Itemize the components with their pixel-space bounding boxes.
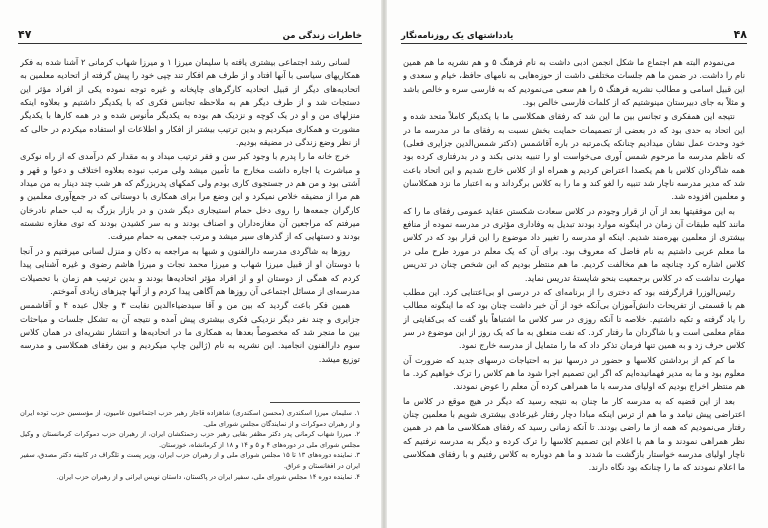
- right-paragraph: رئیس‌الوزرا قرارگرفته بود که دختری را از برنامه‌ای که در درسی او بی‌اعتنایی کرد. این مطلب هم با قسمتی از تفریحات دانش‌آموزان بی‌آنکه خود از آن خبر داشت چنان بود که ما اینگونه مطالب را یاد گرفته و تکیه داشتیم. خلاصه تا آنکه روزی در سر کلاس ما اشتباهاً باو گفت که بی‌کفایتی از مقام معلمی است و با شاگردان ما رفتار کرد. که نفت منعلق به ما که یک روز از این موضوع در سر کلاس حرف زد و به همین تنها فرمان تذکر داد که ما را متمایل از مدرسه خارج نمود.: [403, 286, 745, 351]
- left-paragraph: روزها به شاگردی مدرسه دارالفنون و شبها به مراجعه به دکان و منزل لسانی میرفتیم و در آنجا با دوستان او از قبیل میرزا شهاب و میرزا محمد نجات و میرزا هاشم رضوی و غیره آشنایی پیدا کردم که همگی از دوستان او و از افراد مؤثر اتحادیه‌ها بودند و بدین ترتیب هم زمان با تحصیلات مدرسه‌ای از مسائل اجتماعی آن روزها هم آگاهی پیدا کردم و از آنها چیزهای زیادی آموختم.: [20, 245, 360, 296]
- footnote-separator: [270, 402, 360, 403]
- footnote: ۳. نماینده دوره‌های ۱۳ تا ۱۵ مجلس شورای ملی و از رهبران حزب ایران، وزیر پست و تلگراف در کابینه دکتر مصدق، سفیر ایران در افغانستان و عراق.: [20, 451, 360, 470]
- right-paragraph: به این موفقیتها بعد از آن از قرار وجودم در کلاس سعادت شکستن عقاید عمومی رفقای ما را که مانند کلیه طبقات آن زمان در اینگونه موارد بودند تبدیل به وفاداری مؤثری در مدرسه نموده از منافع بیشتری از معلمین بهره‌مند شدیم. اینکه او مدرسه را تغییر داد موضوع را این قرار بود که در کلاس ما معلم عربی داشتیم به نام فاضل که معروف بود. برای آن که یک معلم در مورد طرح ملی در کلاس اشاره کرد چنانچه ما هم مخالفت کردیم. ما هم منتظر بودیم که ابن شخص چنان در تدریس مهارت نداشت که در کلاس برجمعیت بنحو شایستهٔ تدریس نماید.: [403, 205, 745, 283]
- right-page-header: [401, 26, 747, 44]
- left-paragraph: لسانی رشد اجتماعی بیشتری یافته با سلیمان میرزا ۱ و میرزا شهاب کرمانی ۲ آشنا شده به فکر همکاریهای سیاسی با آنها افتاد و از طرف هم افکار تند چپی خود را پیش گرفته از اتحادیه معلمین به اتحادیه‌های دیگر از قبیل اتحادیه کارگرهای چاپخانه و غیره توجه نموده یکی از افراد مؤثر این دستجات شد و از طرف دیگر هم به ملاحظه تجانس فکری که با یکدیگر داشتیم و بعلاوه اینکه منزلهای من و او در یک کوچه و نزدیک هم بوده به یکدیگر مأنوس شده و در همه کارها با یکدیگر مشورت و همکاری میکردیم و بدین ترتیب بیشتر از افکار و اطلاعات او استفاده میکردم در حالی که از نظر وضع زندگی در مضیقه بودیم.: [20, 57, 360, 148]
- left-paragraph: خرج خانه ما را پدرم با وجود کبر سن و فقر ترتیب میداد و به مقدار کم درآمدی که از راه نوکری و مباشرت یا اجاره داشت مخارج ما تأمین میشد ولی مرتب نبوده بعلاوه اختلاف و دعوا و قهر و آشتی بود و من هم در جستجوی کاری بودم ولی کمکهای پدربزرگم که هر شب چند دینار به من میداد هم مرا از مضیقه خلاص نمیکرد و این وضع مرا برای همکاری با دوستانی که در جمع‌آوری معلمین و کارگران جمعه‌ها را روی دخل حمام استیجاری دیگر شدن و در بازار بزرگ به لب حمام نادرخان میرفتم که مراجعین آن مغازه‌داران و اصناف بودند و به سر کشیدن بودند که توی مغازه نشسته بودند و دستهایی که از گذرهای سیر میشد و مرتب جمعی به حمام میرفت.: [20, 151, 360, 242]
- right-paragraph: ما کم کم از برداشتن کلاسها و حضور در درسها نیز به احتیاجات درسهای جدید که ضرورت آن معلوم بود و ما به مدیر فهمانیده‌ایم که اگر این تصمیم اجرا شود ما هم کلاس را ترک خواهیم کرد. ما هم منتظر اخراج بودیم که اولیای مدرسه با ما همراهی کرده آن معلم را عوض نمودند.: [403, 354, 745, 392]
- right-running-title: یادداشتهای یک روزنامه‌نگار: [401, 31, 514, 41]
- right-page-number: ۴۸: [733, 28, 747, 41]
- left-footnotes: [20, 408, 360, 516]
- left-body-text: [20, 56, 360, 392]
- footnote: ۴. نماینده دوره ۱۴ مجلس شورای ملی، سفیر ایران در پاکستان، داستان نویس ایرانی و از رهبران حزب ایران.: [56, 472, 360, 481]
- left-page-number: ۴۷: [18, 28, 32, 41]
- right-paragraph: می‌نمودم البته هم اجتماع ما شکل انجمن ادبی داشت به نام فرهنگ ۵ و هم نشریه ما هم همین نام را داشت. در ضمن ما هم جلسات مختلفی داشت از حوزه‌هایی به نامهای حافظ، خیام و سعدی و این قبیل اسامی و مطالب نشریه فرهنگ ۵ را هم سعی می‌نمودیم که به فارسی سره و خالص باشد و مثلاً به جای دبیرستان مینوشتیم که از کلمات فارسی خالص بود.: [403, 57, 745, 108]
- footnote: ۱. سلیمان میرزا اسکندری (محسن اسکندری) شاهزاده قاجار رهبر حزب اجتماعیون عامیون، از مؤسسین حزب توده ایران و از رهبران دموکرات و از نمایندگان مجلس شورای ملی.: [20, 409, 360, 428]
- left-running-title: خاطرات زندگی من: [282, 31, 362, 41]
- right-page: [387, 0, 768, 528]
- footnote: ۲. میرزا شهاب کرمانی پدر دکتر مظفر بقایی رهبر حزب زحمتکشان ایران، از رهبران حزب دموکرات کرمانستان و وکیل مجلس شورای ملی در دوره‌های ۴ و ۵ و ۱۴ و ۱۸ از کرمانشاه، خوزستان.: [20, 430, 360, 449]
- right-paragraph: بعد از این قضیه که به مدرسه کار ما چنان به نتیجه رسید که دیگر در هیچ موقع در کلاس ما اعتراضی پیش نیامد و ما هم از ترس اینکه مبادا دچار رفتار غیرعادی بیشتری شویم با معلمین چنان رفتار می‌نمودیم که همه از ما راضی بودند. تا آنکه زمانی رسید که رفقای همکلاسی ما هم در همین نظر همراهی نمودند و ما هم با اعلام این تصمیم کلاسها را ترک کرده و دیگر به مدرسه نرفتیم که ناچار اولیای مدرسه خواستار بازگشت ما شدند و ما هم دوباره به کلاس رفتیم و با رفقای همکلاسی ما اعلام نمودند که ما را چنانکه بود نگاه دارند.: [403, 395, 745, 473]
- left-paragraph: همین فکر باعث گردید که بین من و آقا سیدضیاءالدین نقابت ۳ و جلال عبده ۴ و آقاشمس جزایری و چند نفر دیگر نزدیکی فکری بیشتری پیش آمده و نتیجه آن به تشکل جلسات و مباحثات بین ما منجر شد که مخصوصاً بعدها به همکاری ما در اتحادیه‌ها و انتشار نشریه‌ای در همان کلاس سوم دارالفنون انجامید. این نشریه به نام (ژالین چاپ میکردیم و بین رفقای همکلاسی و مدرسه توزیع میشد.: [20, 300, 360, 364]
- right-body-text: [403, 56, 745, 508]
- right-paragraph: نتیجه این همفکری و تجانس بین ما این شد که رفقای همکلاسی ما با یکدیگر کاملاً متحد شده و این اتحاد به حدی بود که در بعضی از تصمیمات حمایت بخش نسبت به رفقای ما در مدرسه ما در خود وحدت عمل نشان میدادیم چنانکه یک‌مرتبه در باره آقاشمس (دکتر شمس‌الدین جزایری فعلی) که ناظم مدرسه ما مرحوم شمس آوری می‌خواست او را تنبیه بدنی بکند و در بدرفتاری کرده بود همه شاگردان کلاس با هم یکصدا اعتراض کردیم و همراه او از کلاس خارج شدیم و این اتحاد باعث شد که مدیر مدرسه ناچار شد تنبیه را لغو کند و ما را به کلاس برگرداند و به اعتبار ما نزد همکلاسان و معلمین افزوده شد.: [403, 111, 745, 202]
- left-page-header: [18, 26, 362, 44]
- left-page: [0, 0, 381, 528]
